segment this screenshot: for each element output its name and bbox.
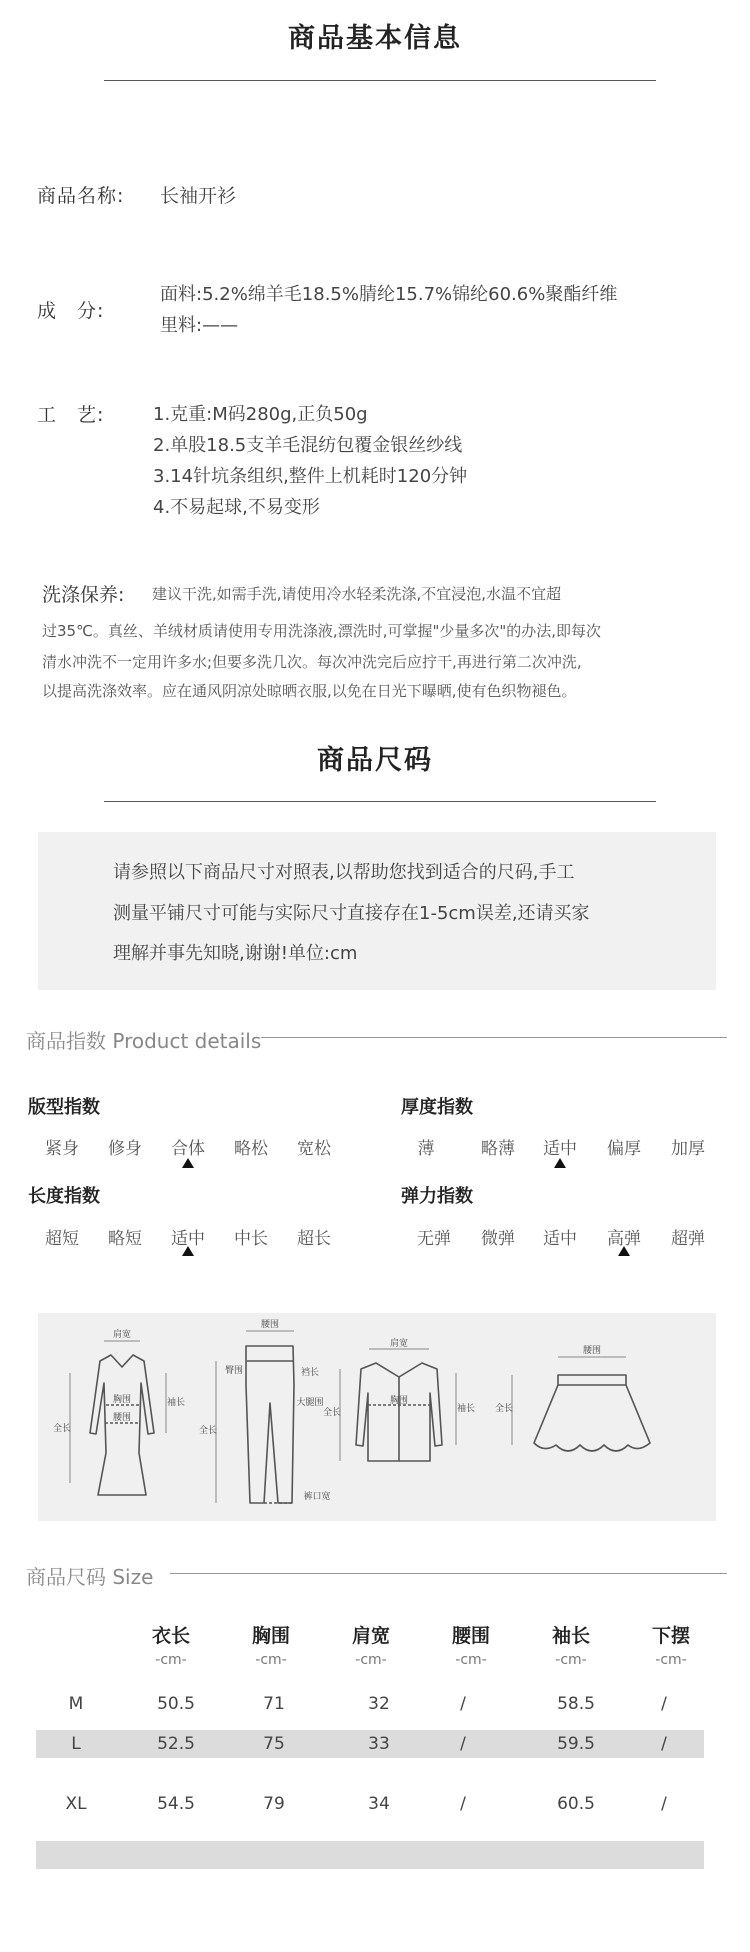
unit-label: -cm- [355,1652,387,1668]
fit-option: 略松 [234,1139,268,1159]
table-footer-bar [36,1841,704,1869]
heading-divider [170,1573,727,1574]
waist-label: 腰围 [260,1320,280,1330]
length-index-title: 长度指数 [28,1186,100,1207]
size-label: XL [65,1794,87,1814]
measurement-diagram [38,1313,716,1521]
table-cell: 50.5 [157,1694,195,1714]
thigh-label: 大腿围 [296,1398,324,1408]
col-header: 下摆 [651,1625,690,1647]
elasticity-option: 微弹 [481,1229,515,1249]
length-option: 超短 [45,1229,79,1249]
fit-option: 合体 [171,1139,205,1159]
unit-label: -cm- [155,1652,187,1668]
fit-index-title: 版型指数 [28,1097,100,1118]
size-label: M [68,1694,84,1714]
length-selected-marker-icon [182,1246,194,1256]
size-note-line: 理解并事先知晓,谢谢!单位:cm [113,943,358,964]
composition-line: 里料:—— [160,315,239,336]
elasticity-option: 超弹 [671,1229,705,1249]
table-cell: 75 [263,1734,285,1754]
thickness-selected-marker-icon [554,1158,566,1168]
thickness-index-title: 厚度指数 [401,1097,473,1118]
table-cell: 58.5 [557,1694,595,1714]
leg-opening-label: 裤口宽 [303,1492,331,1502]
thickness-option: 加厚 [671,1139,705,1159]
sleeve-label: 袖长 [166,1398,186,1408]
wash-label: 洗涤保养: [42,584,125,606]
craft-label: 工 艺: [37,404,105,426]
wash-line: 以提高洗涤效率。应在通风阴凉处晾晒衣服,以免在日光下曝晒,使有色织物褪色。 [42,682,577,700]
col-header: 腰围 [451,1625,490,1647]
table-cell: 34 [368,1794,390,1814]
table-cell: 54.5 [157,1794,195,1814]
size-section-title: 商品尺码 [317,745,433,776]
pants-icon [246,1346,294,1503]
length-option: 中长 [234,1229,268,1249]
thickness-option: 略薄 [481,1139,515,1159]
wash-line: 建议干洗,如需手洗,请使用冷水轻柔洗涤,不宜浸泡,水温不宜超 [152,585,562,603]
chest-label: 胸围 [389,1396,409,1406]
shirt-icon [356,1363,442,1461]
wash-line: 清水冲洗不一定用许多水;但要多洗几次。每次冲洗完后应拧干,再进行第二次冲洗, [42,653,582,671]
name-value: 长袖开衫 [160,185,237,207]
length-option: 适中 [171,1229,205,1249]
elasticity-selected-marker-icon [618,1246,630,1256]
size-label: L [71,1734,81,1754]
waist-label: 腰围 [112,1413,132,1423]
elasticity-option: 适中 [543,1229,577,1249]
composition-line: 面料:5.2%绵羊毛18.5%腈纶15.7%锦纶60.6%聚酯纤维 [160,284,618,305]
col-header: 胸围 [251,1625,290,1647]
fit-option: 修身 [108,1139,142,1159]
fit-option: 紧身 [45,1139,79,1159]
size-note-line: 测量平铺尺寸可能与实际尺寸直接存在1-5cm误差,还请买家 [113,903,590,924]
shoulder-label: 肩宽 [389,1339,409,1349]
table-cell: / [661,1794,667,1814]
elasticity-option: 高弹 [607,1229,641,1249]
shoulder-label: 肩宽 [112,1330,132,1340]
col-header: 袖长 [551,1625,590,1647]
table-cell: / [460,1694,466,1714]
wash-line: 过35℃。真丝、羊绒材质请使用专用洗涤液,漂洗时,可掌握"少量多次"的办法,即每次 [42,622,602,640]
crotch-label: 裆长 [300,1368,320,1378]
col-header: 肩宽 [351,1625,390,1647]
title-divider [104,801,656,802]
basic-info-title: 商品基本信息 [288,23,462,54]
table-cell: 59.5 [557,1734,595,1754]
chest-label: 胸围 [112,1395,132,1405]
size-note-line: 请参照以下商品尺寸对照表,以帮助您找到适合的尺码,手工 [113,862,575,883]
thickness-option: 偏厚 [607,1139,641,1159]
table-cell: 52.5 [157,1734,195,1754]
waist-label: 腰围 [582,1346,602,1356]
elasticity-index-title: 弹力指数 [401,1186,473,1207]
product-details-heading: 商品指数 Product details [26,1029,262,1053]
length-option: 超长 [297,1229,331,1249]
table-cell: 71 [263,1694,285,1714]
craft-line: 4.不易起球,不易变形 [153,497,320,518]
name-label: 商品名称: [37,185,125,207]
craft-line: 1.克重:M码280g,正负50g [153,404,368,425]
size-table-heading: 商品尺码 Size [26,1565,154,1589]
dress-icon [90,1355,154,1495]
fit-option: 宽松 [297,1139,331,1159]
unit-label: -cm- [655,1652,687,1668]
skirt-icon [534,1375,650,1451]
heading-divider [261,1037,727,1038]
craft-line: 3.14针坑条组织,整件上机耗时120分钟 [153,466,468,487]
table-cell: 60.5 [557,1794,595,1814]
table-cell: / [460,1794,466,1814]
thickness-option: 适中 [543,1139,577,1159]
table-cell: / [661,1734,667,1754]
unit-label: -cm- [455,1652,487,1668]
composition-label: 成 分: [37,300,105,322]
unit-label: -cm- [255,1652,287,1668]
length-label: 全长 [198,1426,218,1436]
fit-selected-marker-icon [182,1158,194,1168]
thickness-option: 薄 [417,1139,435,1159]
length-label: 全长 [494,1404,514,1414]
col-header: 衣长 [151,1625,190,1647]
table-cell: / [460,1734,466,1754]
title-divider [104,80,656,81]
hip-label: 臀围 [224,1366,244,1376]
table-cell: 33 [368,1734,390,1754]
length-option: 略短 [108,1229,142,1249]
unit-label: -cm- [555,1652,587,1668]
length-label: 全长 [322,1408,342,1418]
length-label: 全长 [52,1424,72,1434]
table-cell: 32 [368,1694,390,1714]
sleeve-label: 袖长 [456,1404,476,1414]
elasticity-option: 无弹 [417,1229,451,1249]
craft-line: 2.单股18.5支羊毛混纺包覆金银丝纱线 [153,435,463,456]
table-cell: / [661,1694,667,1714]
table-cell: 79 [263,1794,285,1814]
